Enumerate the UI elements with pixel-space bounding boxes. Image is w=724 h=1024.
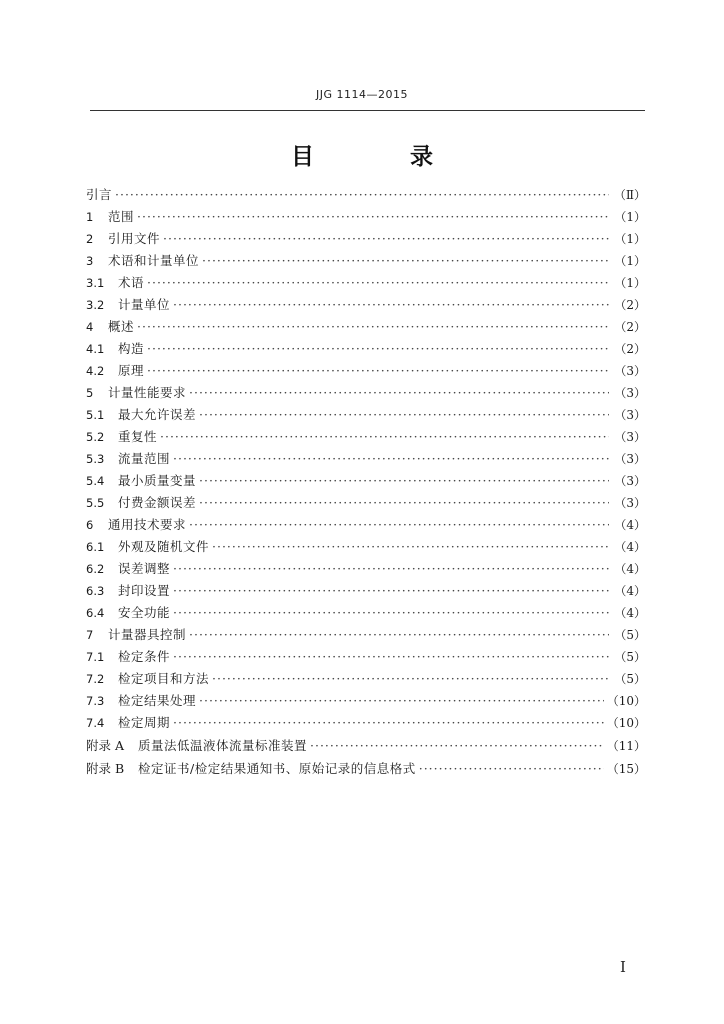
toc-entry-number: 7: [86, 628, 94, 642]
toc-entry[interactable]: [86, 690, 646, 712]
toc-entry-label: 误差调整: [118, 561, 171, 576]
toc-entry[interactable]: [86, 536, 646, 558]
toc-entry-label: 通用技术要求: [108, 517, 187, 532]
toc-entry-page: （5）: [614, 650, 646, 664]
toc-entry-label: 术语: [118, 275, 145, 290]
toc-entry-page: （1）: [614, 276, 646, 290]
toc-entry[interactable]: [86, 470, 646, 492]
toc-leader-dots: [202, 250, 609, 272]
toc-entry-number: 2: [86, 232, 94, 246]
toc-entry[interactable]: [86, 316, 646, 338]
toc-entry-label: 安全功能: [118, 605, 171, 620]
toc-leader-dots: [189, 382, 609, 404]
toc-leader-dots: [163, 228, 609, 250]
toc-entry-label: 检定结果处理: [118, 693, 197, 708]
toc-entry[interactable]: [86, 360, 646, 382]
toc-entry-page: （3）: [614, 408, 646, 422]
toc-entry-number: 4: [86, 320, 94, 334]
toc-entry-page: （10）: [606, 694, 646, 708]
header-rule: [90, 110, 645, 111]
toc-entry-number: 6.3: [86, 584, 105, 598]
toc-entry-number: 7.1: [86, 650, 105, 664]
toc-entry-label: 付费金额误差: [118, 495, 197, 510]
toc-entry-label: 检定条件: [118, 649, 171, 664]
toc-leader-dots: [173, 580, 609, 602]
toc-entry-number: 4.1: [86, 342, 105, 356]
toc-leader-dots: [189, 624, 609, 646]
toc-entry-page: （2）: [614, 342, 646, 356]
toc-entry-label: 最大允许误差: [118, 407, 197, 422]
toc-entry-page: （4）: [614, 518, 646, 532]
toc-entry-number: 6.1: [86, 540, 105, 554]
toc-entry-label: 构造: [118, 341, 145, 356]
toc-entry-number: 6: [86, 518, 94, 532]
toc-entry-page: （2）: [614, 320, 646, 334]
toc-entry[interactable]: [86, 448, 646, 470]
toc-entry[interactable]: [86, 294, 646, 316]
toc-entry-page: （4）: [614, 584, 646, 598]
toc-entry-number: 5.3: [86, 452, 105, 466]
toc-entry-number: 7.3: [86, 694, 105, 708]
toc-entry-number: 附录 B: [86, 761, 125, 776]
toc-leader-dots: [189, 514, 609, 536]
toc-entry-label: 检定周期: [118, 715, 171, 730]
toc-entry[interactable]: [86, 712, 646, 734]
toc-entry[interactable]: [86, 580, 646, 602]
toc-entry[interactable]: [86, 602, 646, 624]
toc-entry[interactable]: [86, 382, 646, 404]
toc-entry-label: 原理: [118, 363, 145, 378]
toc-leader-dots: [137, 316, 609, 338]
toc-entry-number: 5: [86, 386, 94, 400]
toc-leader-dots: [173, 602, 609, 624]
toc-entry-page: （11）: [606, 739, 646, 753]
toc-entry[interactable]: [86, 757, 646, 780]
toc-entry-page: （3）: [614, 364, 646, 378]
document-code-header: JJG 1114—2015: [316, 88, 408, 101]
toc-entry[interactable]: [86, 338, 646, 360]
toc-entry[interactable]: [86, 558, 646, 580]
toc-entry-page: （3）: [614, 430, 646, 444]
toc-entry-label: 检定项目和方法: [118, 671, 210, 686]
toc-entry[interactable]: [86, 646, 646, 668]
toc-entry-page: （5）: [614, 672, 646, 686]
toc-entry-number: 附录 A: [86, 738, 125, 753]
toc-leader-dots: [419, 757, 604, 780]
toc-entry-page: （1）: [614, 254, 646, 268]
toc-entry[interactable]: [86, 668, 646, 690]
toc-leader-dots: [137, 206, 609, 228]
toc-entry-number: 6.4: [86, 606, 105, 620]
toc-entry-page: （2）: [614, 298, 646, 312]
toc-leader-dots: [147, 272, 609, 294]
page-number: I: [620, 958, 626, 976]
toc-entry-page: （3）: [614, 452, 646, 466]
toc-entry-page: （1）: [614, 210, 646, 224]
toc-leader-dots: [147, 360, 609, 382]
toc-entry-number: 5.1: [86, 408, 105, 422]
toc-entry-page: （3）: [614, 496, 646, 510]
toc-entry[interactable]: [86, 514, 646, 536]
toc-entry-page: （3）: [614, 474, 646, 488]
toc-entry-label: 范围: [108, 209, 135, 224]
toc-leader-dots: [173, 294, 609, 316]
toc-leader-dots: [173, 712, 604, 734]
page-title: 目 录: [290, 144, 477, 170]
toc-entry-number: 5.5: [86, 496, 105, 510]
toc-entry-label: 流量范围: [118, 451, 171, 466]
toc-entry-number: 5.4: [86, 474, 105, 488]
toc-entry[interactable]: [86, 206, 646, 228]
toc-entry-number: 3.1: [86, 276, 105, 290]
toc-leader-dots: [310, 734, 604, 757]
table-of-contents: [86, 184, 646, 780]
toc-entry-label: 检定证书/检定结果通知书、原始记录的信息格式: [138, 761, 416, 776]
toc-entry-number: 4.2: [86, 364, 105, 378]
toc-entry[interactable]: [86, 184, 646, 206]
toc-entry-label: 最小质量变量: [118, 473, 197, 488]
toc-entry-number: 3.2: [86, 298, 105, 312]
toc-leader-dots: [199, 470, 609, 492]
toc-entry-number: 6.2: [86, 562, 105, 576]
toc-entry-label: 重复性: [118, 429, 158, 444]
toc-entry-label: 计量性能要求: [108, 385, 187, 400]
toc-entry-label: 引用文件: [108, 231, 161, 246]
toc-entry-number: 7.2: [86, 672, 105, 686]
toc-entry-number: 1: [86, 210, 94, 224]
toc-leader-dots: [199, 492, 609, 514]
toc-entry-number: 5.2: [86, 430, 105, 444]
toc-entry-page: （5）: [614, 628, 646, 642]
toc-entry-label: 封印设置: [118, 583, 171, 598]
toc-entry[interactable]: [86, 624, 646, 646]
toc-entry-label: 引言: [86, 187, 113, 202]
toc-leader-dots: [199, 690, 604, 712]
toc-entry[interactable]: [86, 426, 646, 448]
toc-entry-label: 计量器具控制: [108, 627, 187, 642]
toc-entry[interactable]: [86, 272, 646, 294]
toc-leader-dots: [173, 448, 609, 470]
toc-entry-label: 概述: [108, 319, 135, 334]
toc-entry-label: 质量法低温液体流量标准装置: [138, 738, 308, 753]
toc-entry-label: 术语和计量单位: [108, 253, 200, 268]
toc-leader-dots: [147, 338, 609, 360]
toc-entry-page: （10）: [606, 716, 646, 730]
toc-entry[interactable]: [86, 492, 646, 514]
toc-leader-dots: [160, 426, 609, 448]
toc-entry-label: 外观及随机文件: [118, 539, 210, 554]
toc-entry-number: 7.4: [86, 716, 105, 730]
toc-entry-page: （4）: [614, 606, 646, 620]
toc-entry-page: （4）: [614, 562, 646, 576]
toc-entry-number: 3: [86, 254, 94, 268]
toc-entry-page: （Ⅱ）: [613, 188, 646, 202]
toc-leader-dots: [115, 184, 609, 206]
toc-entry[interactable]: [86, 228, 646, 250]
toc-entry[interactable]: [86, 250, 646, 272]
toc-entry-page: （3）: [614, 386, 646, 400]
toc-entry-page: （1）: [614, 232, 646, 246]
toc-leader-dots: [173, 558, 609, 580]
toc-entry[interactable]: [86, 734, 646, 757]
toc-entry-page: （4）: [614, 540, 646, 554]
toc-entry-page: （15）: [606, 762, 646, 776]
toc-leader-dots: [212, 536, 609, 558]
toc-entry[interactable]: [86, 404, 646, 426]
toc-leader-dots: [199, 404, 609, 426]
toc-entry-label: 计量单位: [118, 297, 171, 312]
toc-leader-dots: [173, 646, 609, 668]
toc-leader-dots: [212, 668, 609, 690]
